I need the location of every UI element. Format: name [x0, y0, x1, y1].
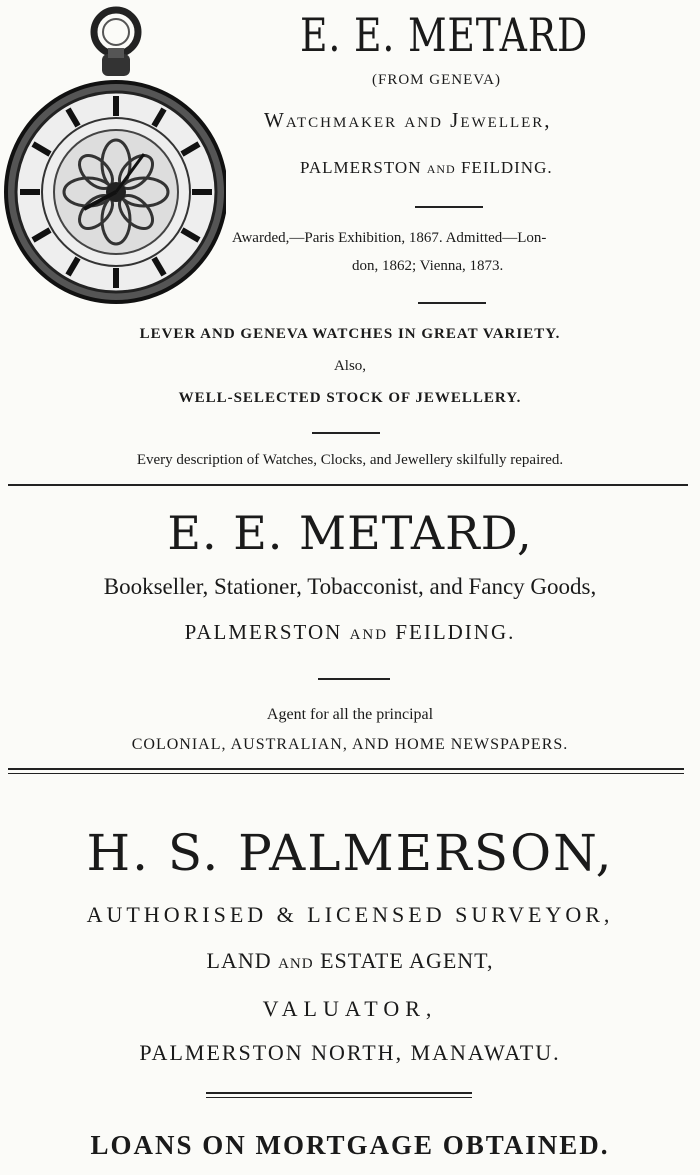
ad2-name: E. E. METARD,: [167, 506, 533, 560]
ad1-divider-2: [418, 302, 486, 304]
ad1-name: E. E. METARD: [300, 8, 589, 62]
section-divider-2: [8, 768, 684, 770]
ad3-title: AUTHORISED & LICENSED SURVEYOR,: [86, 902, 614, 927]
ad1-origin: (FROM GENEVA): [372, 72, 501, 88]
ad1-also: Also,: [333, 358, 367, 374]
ad2-trade: Bookseller, Stationer, Tobacconist, and Fancy Goods,: [103, 574, 597, 599]
ad1-divider-1: [415, 206, 483, 208]
ad1-stock: WELL-SELECTED STOCK OF JEWELLERY.: [178, 390, 522, 406]
ad2-locations: PALMERSTON and FEILDING.: [184, 620, 516, 644]
ad3-name: H. S. PALMERSON,: [86, 824, 614, 882]
ad1-locations: PALMERSTON and FEILDING.: [300, 158, 553, 177]
ad2-newspapers: COLONIAL, AUSTRALIAN, AND HOME NEWSPAPERS.: [131, 736, 569, 753]
ad1-watches: LEVER AND GENEVA WATCHES IN GREAT VARIETY.: [139, 326, 561, 342]
ad3-location: PALMERSTON NORTH, MANAWATU.: [139, 1040, 561, 1065]
ad3-divider-b: [206, 1097, 472, 1098]
ad1-divider-3: [312, 432, 380, 434]
ad2-divider: [318, 678, 390, 680]
ad1-awards-line2: don, 1862; Vienna, 1873.: [352, 258, 504, 274]
ad1-trade: Watchmaker and Jeweller,: [264, 108, 552, 132]
section-divider-2b: [8, 773, 684, 774]
ad1-repairs: Every description of Watches, Clocks, and Jewellery skilfully repaired.: [136, 452, 564, 468]
ad3-divider: [206, 1092, 472, 1094]
section-divider-1: [8, 484, 688, 486]
ad1-awards-line1: Awarded,—Paris Exhibition, 1867. Admitted—Lon-: [232, 230, 547, 246]
ad2-agent: Agent for all the principal: [266, 706, 434, 723]
ad3-agent: LAND and ESTATE AGENT,: [206, 948, 494, 973]
ad3-valuator: VALUATOR,: [262, 996, 438, 1021]
ad3-loans: LOANS ON MORTGAGE OBTAINED.: [90, 1130, 610, 1160]
pocket-watch-icon: [4, 4, 226, 310]
